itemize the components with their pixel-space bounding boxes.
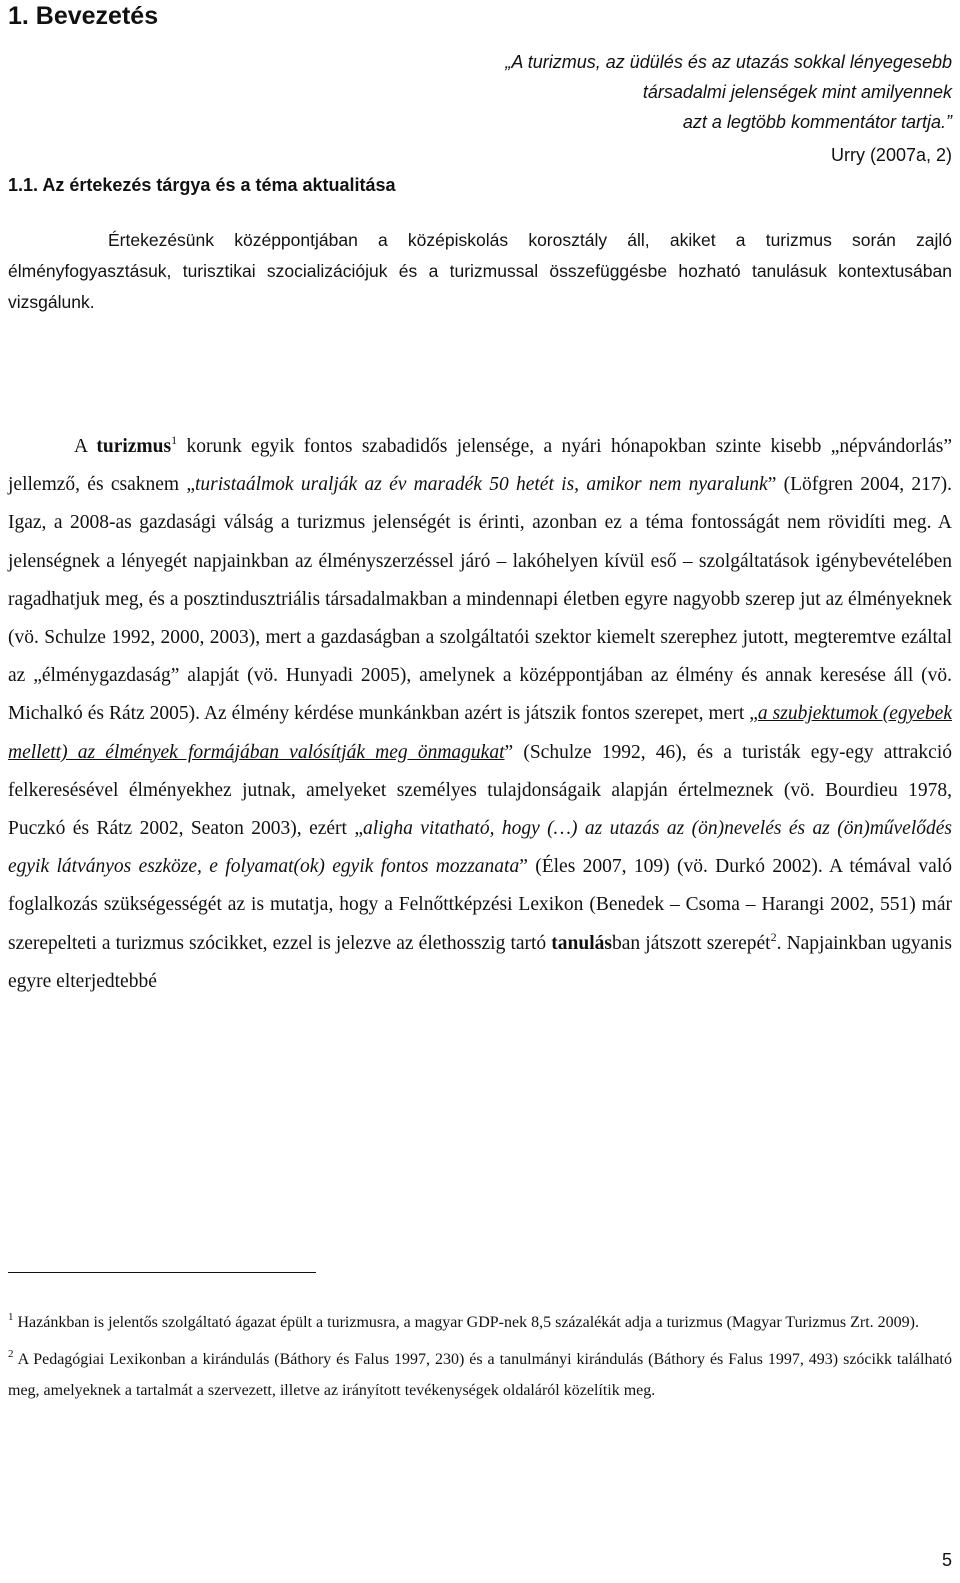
- footnote-ref: 2: [770, 929, 777, 944]
- italic-underlined-quote: a szubjektumok (egyebek mellett) az élmények formájában valósítják meg önmagukat: [8, 703, 952, 763]
- footnote: [8, 1307, 952, 1338]
- text-run: ” (Schulze 1992, 46), és a turisták egy-egy attrakció felkeresésével élményekhez jutnak, amelyeket személyes tulajdonságaik alapján értelmeznek (vö. Bourdieu 1978, Puczkó és Rátz 2002, Seaton 2003), ezért „: [8, 741, 952, 840]
- text-run: korunk egyik fontos szabadidős jelensége, a nyári hónapokban szinte kisebb „népvándorlás” jellemző, és csaknem „: [8, 436, 952, 496]
- page-number: 5: [941, 1550, 952, 1570]
- intro-paragraph: Értekezésünk középpontjában a középiskolás korosztály áll, akiket a turizmus során zajló élményfogyasztásuk, turisztikai szocializációjuk és a turizmussal összefüggésbe hozható tanulásuk kontextusában vizsgálunk.: [8, 230, 952, 312]
- italic-quote: aligha vitatható, hogy (…) az utazás az (ön)nevelés és az (ön)művelődés egyik látványos eszköze, e folyamat(ok) egyik fontos mozzanata: [8, 818, 953, 878]
- footnotes: [8, 1307, 952, 1412]
- text-run: ” (Éles 2007, 109) (vö. Durkó 2002). A témával való foglalkozás szükségességét az is mutatja, hogy a Felnőttképzési Lexikon (Benedek – Csoma – Harangi 2002, 551) már szerepelteti a turizmus szócikket, ezzel is jelezve az élethosszig tartó: [8, 856, 953, 954]
- footnote: [8, 1344, 952, 1406]
- section-title: 1.1. Az értekezés tárgya és a téma aktualitása: [8, 175, 396, 195]
- footnote-text: A Pedagógiai Lexikonban a kirándulás (Báthory és Falus 1997, 230) és a tanulmányi kirándulás (Báthory és Falus 1997, 493) szócikk található meg, amelyeknek a tartalmát a szervezett, illetve az irányított tevékenységek oldaláról közelítik meg.: [8, 1351, 952, 1399]
- epigraph-line: „A turizmus, az üdülés és az utazás sokkal lényegesebb: [505, 52, 952, 72]
- footnote-text: Hazánkban is jelentős szolgáltató ágazat épült a turizmusra, a magyar GDP-nek 8,5 százalékát adja a turizmus (Magyar Turizmus Zrt. 2009).: [13, 1314, 919, 1331]
- italic-quote: turistaálmok uralják az év maradék 50 hetét is, amikor nem nyaralunk: [194, 474, 768, 496]
- footnote-mark: 2: [8, 1348, 14, 1360]
- epigraph-line: társadalmi jelenségek mint amilyennek: [642, 82, 952, 102]
- footnote-mark: 1: [8, 1311, 14, 1323]
- epigraph: [352, 47, 952, 137]
- footnote-separator: [8, 1272, 316, 1273]
- bold-term: turizmus: [96, 436, 172, 457]
- chapter-title: 1. Bevezetés: [8, 2, 159, 30]
- text-run: A: [74, 436, 97, 457]
- epigraph-line: azt a legtöbb kommentátor tartja.”: [682, 112, 952, 132]
- text-run: ban játszott szerepét: [612, 932, 771, 954]
- bold-term: tanulás: [551, 932, 612, 954]
- epigraph-source: Urry (2007a, 2): [830, 145, 952, 165]
- body-paragraph: [8, 428, 952, 1001]
- footnote-ref: 1: [171, 433, 178, 447]
- text-run: . Napjainkban ugyanis egyre elterjedtebbé: [8, 932, 952, 992]
- text-run: ” (Löfgren 2004, 217). Igaz, a 2008-as gazdasági válság a turizmus jelenségét is érinti, azonban ez a téma fontosságát nem rövidíti meg. A jelenségnek a lényegét napjainkban az élményszerzéssel járó – lakóhelyen kívül eső – szolgáltatások igénybevételében ragadhatjuk meg, és a posztindusztriális társadalmakban a mindennapi életben egyre nagyobb szerep jut az élményeknek (vö. Schulze 1992, 2000, 2003), mert a gazdaságban a szolgáltatói szektor kiemelt szerephez jutott, megteremtve ezáltal az „élménygazdaság” alapját (vö. Hunyadi 2005), amelynek a középpontjában az élmény és annak keresése áll (vö. Michalkó és Rátz 2005). Az élmény kérdése munkánkban azért is játszik fontos szerepet, mert „: [8, 474, 952, 725]
